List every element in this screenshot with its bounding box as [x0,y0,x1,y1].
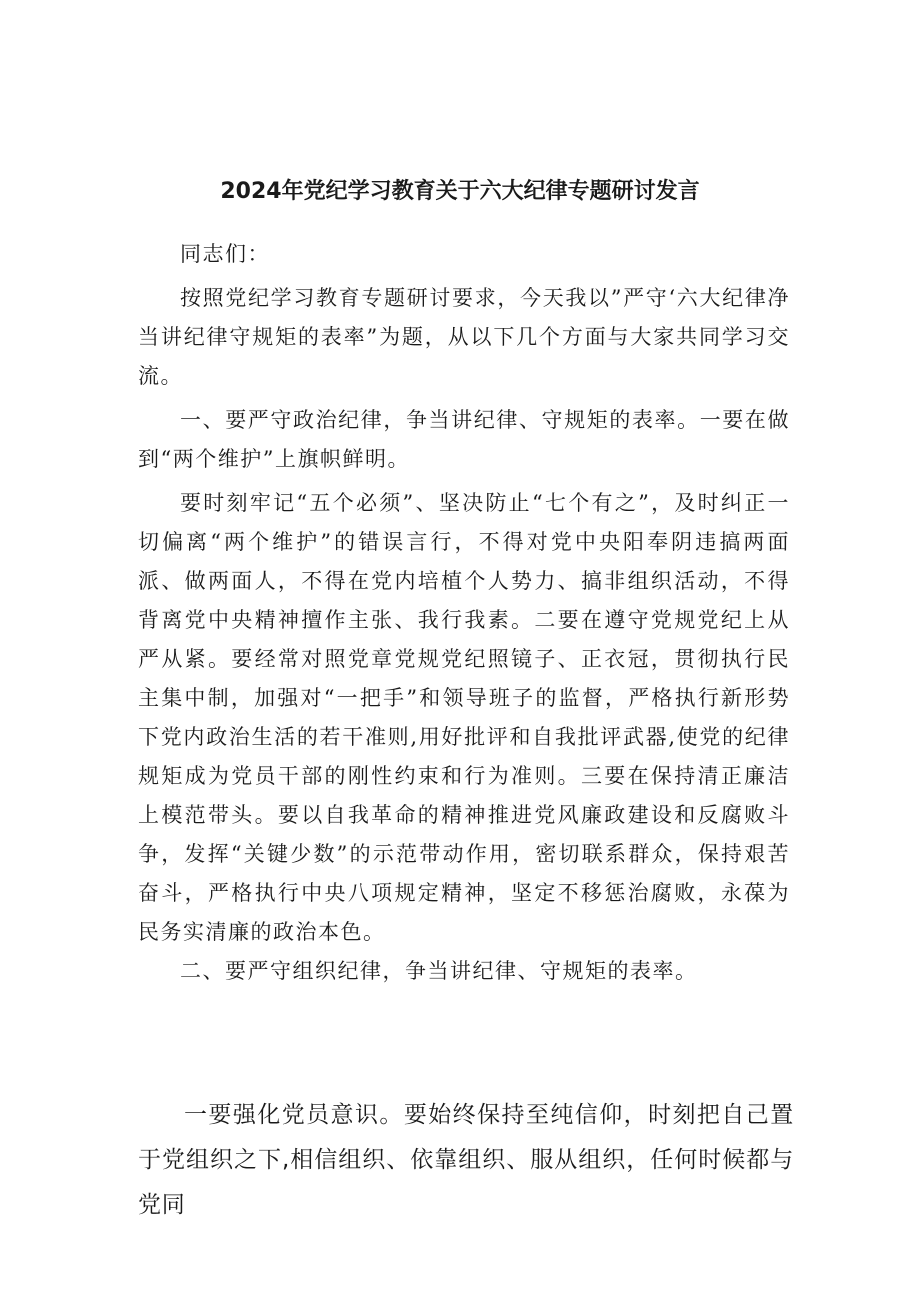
document-bold-section [138,1093,794,1228]
document-title: 2024年党纪学习教育关于六大纪律专题研讨发言 [220,179,700,204]
paragraph-intro: 按照党纪学习教育专题研讨要求，今天我以”严守‘六大纪律净当讲纪律守规矩的表率”为题，从以下几个方面与大家共同学习交流。 [138,286,790,388]
salutation: 同志们： [180,242,270,266]
paragraph-party-awareness: 一要强化党员意识。要始终保持至纯信仰，时刻把自己置于党组织之下,相信组织、依靠组织、服从组织，任何时候都与党同 [138,1102,794,1218]
paragraph-section-one-heading: 一、要严守政治纪律，争当讲纪律、守规矩的表率。一要在做到“两个维护”上旗帜鲜明。 [138,408,790,471]
paragraph-section-two-heading: 二、要严守组织纪律，争当讲纪律、守规矩的表率。 [180,959,698,983]
paragraph-section-one-body: 要时刻牢记“五个必须”、坚决防止“七个有之”，及时纠正一切偏离“两个维护”的错误言行，不得对党中央阳奉阴违搞两面派、做两面人，不得在党内培植个人势力、搞非组织活动，不得背离党中央精神擅作主张、我行我素。二要在遵守党规党纪上从严从紧。要经常对照党章党规党纪照镜子、正衣冠，贯彻执行民主集中制，加强对“一把手”和领导班子的监督，严格执行新形势下党内政治生活的若干准则,用好批评和自我批评武器,使党的纪律规矩成为党员干部的刚性约束和行为准则。三要在保持清正廉洁上模范带头。要以自我革命的精神推进党风廉政建设和反腐败斗争，发挥“关键少数”的示范带动作用，密切联系群众，保持艰苦奋斗，严格执行中央八项规定精神，坚定不移惩治腐败，永葆为民务实清廉的政治本色。 [138,491,790,944]
document-body [138,235,790,991]
